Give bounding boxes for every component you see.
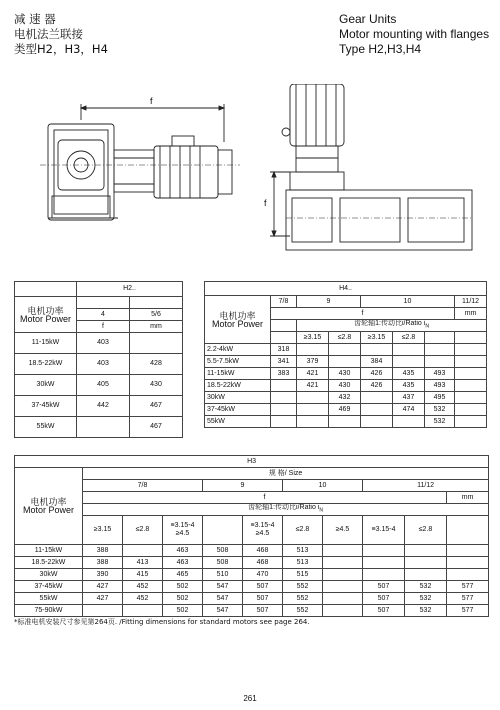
table-row xyxy=(205,392,487,404)
h4-f-label: f xyxy=(271,308,455,320)
table-row xyxy=(15,333,183,354)
table-cell xyxy=(323,557,363,569)
h2-f-label: f xyxy=(77,321,130,333)
table-cell: 507 xyxy=(363,581,405,593)
table-cell: 430 xyxy=(329,380,361,392)
h3-ratio-col: ≡3.15-4 ≥4.5 xyxy=(243,516,283,545)
table-cell: 507 xyxy=(363,605,405,617)
table-cell: 5.5-7.5kW xyxy=(205,356,271,368)
h3-unit: mm xyxy=(447,492,489,504)
table-cell: 502 xyxy=(163,605,203,617)
table-cell xyxy=(83,605,123,617)
table-cell: 383 xyxy=(271,368,297,380)
table-cell: 465 xyxy=(163,569,203,581)
table-cell: 437 xyxy=(393,392,425,404)
table-cell: 468 xyxy=(243,557,283,569)
table-cell: 11-15kW xyxy=(15,545,83,557)
table-cell: 37-45kW xyxy=(15,396,77,417)
table-cell: 552 xyxy=(283,593,323,605)
table-cell xyxy=(361,392,393,404)
table-cell: 30kW xyxy=(205,392,271,404)
h4-ratio-col: ≤2.8 xyxy=(393,332,425,344)
footnote: *标准电机安装尺寸参见第264页. /Fitting dimensions for standard motors see page 264. xyxy=(14,618,310,626)
table-cell: 30kW xyxy=(15,375,77,396)
table-cell: 341 xyxy=(271,356,297,368)
table-cell: 547 xyxy=(203,605,243,617)
table-cell: 30kW xyxy=(15,569,83,581)
table-cell: 388 xyxy=(83,545,123,557)
h3-size: 11/12 xyxy=(363,480,489,492)
table-cell: 508 xyxy=(203,557,243,569)
header-cn-type: 类型H2，H3，H4 xyxy=(14,42,108,56)
table-cell: 468 xyxy=(243,545,283,557)
h2-title: H2.. xyxy=(77,282,183,297)
table-cell xyxy=(323,581,363,593)
table-cell: 502 xyxy=(163,593,203,605)
table-cell xyxy=(425,356,455,368)
table-cell: 469 xyxy=(329,404,361,416)
table-cell: 547 xyxy=(203,581,243,593)
table-cell: 2.2-4kW xyxy=(205,344,271,356)
table-cell xyxy=(447,569,489,581)
header-cn xyxy=(14,12,108,57)
table-cell: 463 xyxy=(163,545,203,557)
table-cell: 502 xyxy=(163,581,203,593)
table-cell xyxy=(447,545,489,557)
table-cell: 474 xyxy=(393,404,425,416)
table-cell xyxy=(297,416,329,428)
table-cell: 510 xyxy=(203,569,243,581)
table-cell xyxy=(323,545,363,557)
table-cell: 430 xyxy=(329,368,361,380)
table-cell xyxy=(447,557,489,569)
table-row xyxy=(15,593,489,605)
table-cell xyxy=(323,593,363,605)
gear-unit-drawing xyxy=(0,84,500,274)
table-cell xyxy=(393,416,425,428)
table-cell xyxy=(361,344,393,356)
table-cell: 37-45kW xyxy=(205,404,271,416)
h2-motor-label: 电机功率 Motor Power xyxy=(15,297,77,333)
table-cell xyxy=(297,392,329,404)
table-cell: 426 xyxy=(361,368,393,380)
h3-f-label: f xyxy=(83,492,447,504)
header-en-title: Gear Units xyxy=(339,12,397,26)
table-cell: 547 xyxy=(203,593,243,605)
table-cell xyxy=(329,356,361,368)
table-cell: 513 xyxy=(283,545,323,557)
table-cell: 421 xyxy=(297,368,329,380)
h4-size: 9 xyxy=(297,296,361,308)
h3-ratio-col: ≥4.5 xyxy=(323,516,363,545)
table-row xyxy=(15,569,489,581)
table-cell: 532 xyxy=(405,605,447,617)
table-cell: 55kW xyxy=(15,593,83,605)
table-cell xyxy=(455,344,487,356)
table-cell: 452 xyxy=(123,581,163,593)
table-cell xyxy=(123,545,163,557)
table-cell: 426 xyxy=(361,380,393,392)
table-row xyxy=(205,380,487,392)
table-cell xyxy=(455,380,487,392)
dim-f-label-left: f xyxy=(150,96,153,106)
table-cell: 513 xyxy=(283,557,323,569)
table-row xyxy=(15,557,489,569)
table-row xyxy=(205,368,487,380)
table-cell: 428 xyxy=(130,354,183,375)
table-cell xyxy=(329,416,361,428)
table-cell xyxy=(271,380,297,392)
table-cell: 421 xyxy=(297,380,329,392)
h4-unit: mm xyxy=(455,308,487,320)
table-cell: 515 xyxy=(283,569,323,581)
h4-ratio-col: ≥3.15 xyxy=(297,332,329,344)
table-cell: 427 xyxy=(83,581,123,593)
h4-size: 7/8 xyxy=(271,296,297,308)
table-cell: 55kW xyxy=(15,417,77,438)
table-cell: 493 xyxy=(425,368,455,380)
h4-ratio-col: ≥3.15 xyxy=(361,332,393,344)
table-cell: 467 xyxy=(130,417,183,438)
h4-size: 10 xyxy=(361,296,455,308)
table-row xyxy=(205,344,487,356)
table-cell: 403 xyxy=(77,354,130,375)
page-number: 261 xyxy=(243,694,257,703)
header-cn-subtitle: 电机法兰联接 xyxy=(14,27,83,41)
table-cell xyxy=(123,605,163,617)
table-cell: 435 xyxy=(393,368,425,380)
table-cell: 508 xyxy=(203,545,243,557)
h4-size: 11/12 xyxy=(455,296,487,308)
table-cell: 467 xyxy=(130,396,183,417)
table-cell: 507 xyxy=(243,581,283,593)
h4-motor-label: 电机功率 Motor Power xyxy=(205,296,271,344)
table-cell xyxy=(455,416,487,428)
table-row xyxy=(15,605,489,617)
table-cell: 403 xyxy=(77,333,130,354)
table-cell: 18.5-22kW xyxy=(15,354,77,375)
table-cell xyxy=(363,545,405,557)
h2-ratio-col: 5/6 xyxy=(130,309,183,321)
table-cell xyxy=(405,545,447,557)
header-en-subtitle: Motor mounting with flanges xyxy=(339,27,490,41)
table-cell: 577 xyxy=(447,593,489,605)
table-row xyxy=(205,416,487,428)
table-cell: 379 xyxy=(297,356,329,368)
table-cell: 435 xyxy=(393,380,425,392)
h4-title: H4.. xyxy=(205,282,487,296)
table-row xyxy=(205,356,487,368)
header-en xyxy=(339,12,489,57)
h3-ratio-col: ≤2.8 xyxy=(405,516,447,545)
h2-unit: mm xyxy=(130,321,183,333)
table-cell xyxy=(425,344,455,356)
table-cell xyxy=(77,417,130,438)
table-row xyxy=(15,545,489,557)
table-cell xyxy=(361,404,393,416)
table-cell: 427 xyxy=(83,593,123,605)
table-row xyxy=(15,581,489,593)
h3-motor-label: 电机功率 Motor Power xyxy=(15,468,83,545)
table-cell xyxy=(393,356,425,368)
table-cell: 507 xyxy=(243,605,283,617)
table-cell xyxy=(363,569,405,581)
table-row xyxy=(15,396,183,417)
h3-ratio-col: ≤2.8 xyxy=(283,516,323,545)
table-cell: 18.5-22kW xyxy=(15,557,83,569)
table-cell xyxy=(271,404,297,416)
table-cell xyxy=(393,344,425,356)
table-cell: 577 xyxy=(447,605,489,617)
table-cell: 495 xyxy=(425,392,455,404)
table-cell: 430 xyxy=(130,375,183,396)
table-cell: 470 xyxy=(243,569,283,581)
h2-table xyxy=(14,281,183,438)
table-cell xyxy=(361,416,393,428)
table-cell: 384 xyxy=(361,356,393,368)
h4-ratio-col: ≤2.8 xyxy=(329,332,361,344)
table-cell xyxy=(323,569,363,581)
table-row xyxy=(15,375,183,396)
table-cell xyxy=(271,416,297,428)
h2-ratio-col: 4 xyxy=(77,309,130,321)
table-cell: 532 xyxy=(405,593,447,605)
table-row xyxy=(205,404,487,416)
h3-ratio-label: 齿轮轴1:传动比i/Ratio $i_N$ xyxy=(83,504,489,516)
table-cell xyxy=(455,356,487,368)
h3-ratio-col: ≡3.15-4 ≥4.5 xyxy=(163,516,203,545)
table-cell: 552 xyxy=(283,605,323,617)
h3-ratio-col: ≡3.15-4 xyxy=(363,516,405,545)
h3-title: H3 xyxy=(15,456,489,468)
h4-ratio-label: 齿轮轴1:传动比i/Ratio $i_N$ xyxy=(297,320,487,332)
header-cn-title: 减 速 器 xyxy=(14,12,56,26)
table-cell: 37-45kW xyxy=(15,581,83,593)
table-cell: 18.5-22kW xyxy=(205,380,271,392)
table-cell: 318 xyxy=(271,344,297,356)
h4-table xyxy=(204,281,487,428)
h3-size-label: 规 格/ Size xyxy=(83,468,489,480)
table-cell xyxy=(323,605,363,617)
table-cell: 463 xyxy=(163,557,203,569)
h3-ratio-col: ≤2.8 xyxy=(123,516,163,545)
table-cell: 507 xyxy=(243,593,283,605)
table-cell: 415 xyxy=(123,569,163,581)
table-cell: 55kW xyxy=(205,416,271,428)
h3-size: 9 xyxy=(203,480,283,492)
table-cell: 532 xyxy=(405,581,447,593)
h3-ratio-col: ≥3.15 xyxy=(83,516,123,545)
table-cell xyxy=(329,344,361,356)
table-cell xyxy=(455,392,487,404)
table-cell xyxy=(405,569,447,581)
dim-f-label-right: f xyxy=(264,198,267,208)
h3-size: 7/8 xyxy=(83,480,203,492)
table-cell xyxy=(271,392,297,404)
table-cell: 388 xyxy=(83,557,123,569)
table-cell: 405 xyxy=(77,375,130,396)
table-cell: 552 xyxy=(283,581,323,593)
table-cell xyxy=(405,557,447,569)
table-row xyxy=(15,417,183,438)
table-cell: 75-90kW xyxy=(15,605,83,617)
h3-size: 10 xyxy=(283,480,363,492)
table-cell: 11-15kW xyxy=(205,368,271,380)
table-cell: 442 xyxy=(77,396,130,417)
table-cell xyxy=(455,404,487,416)
table-cell: 413 xyxy=(123,557,163,569)
table-cell: 577 xyxy=(447,581,489,593)
table-cell: 532 xyxy=(425,404,455,416)
header-en-type: Type H2,H3,H4 xyxy=(339,42,422,56)
table-cell xyxy=(130,333,183,354)
table-cell xyxy=(297,404,329,416)
table-cell: 452 xyxy=(123,593,163,605)
table-cell: 11-15kW xyxy=(15,333,77,354)
table-cell: 390 xyxy=(83,569,123,581)
table-cell xyxy=(297,344,329,356)
table-cell: 532 xyxy=(425,416,455,428)
table-cell xyxy=(455,368,487,380)
table-cell: 493 xyxy=(425,380,455,392)
table-cell: 507 xyxy=(363,593,405,605)
table-row xyxy=(15,354,183,375)
h3-table xyxy=(14,455,489,617)
table-cell: 432 xyxy=(329,392,361,404)
table-cell xyxy=(363,557,405,569)
